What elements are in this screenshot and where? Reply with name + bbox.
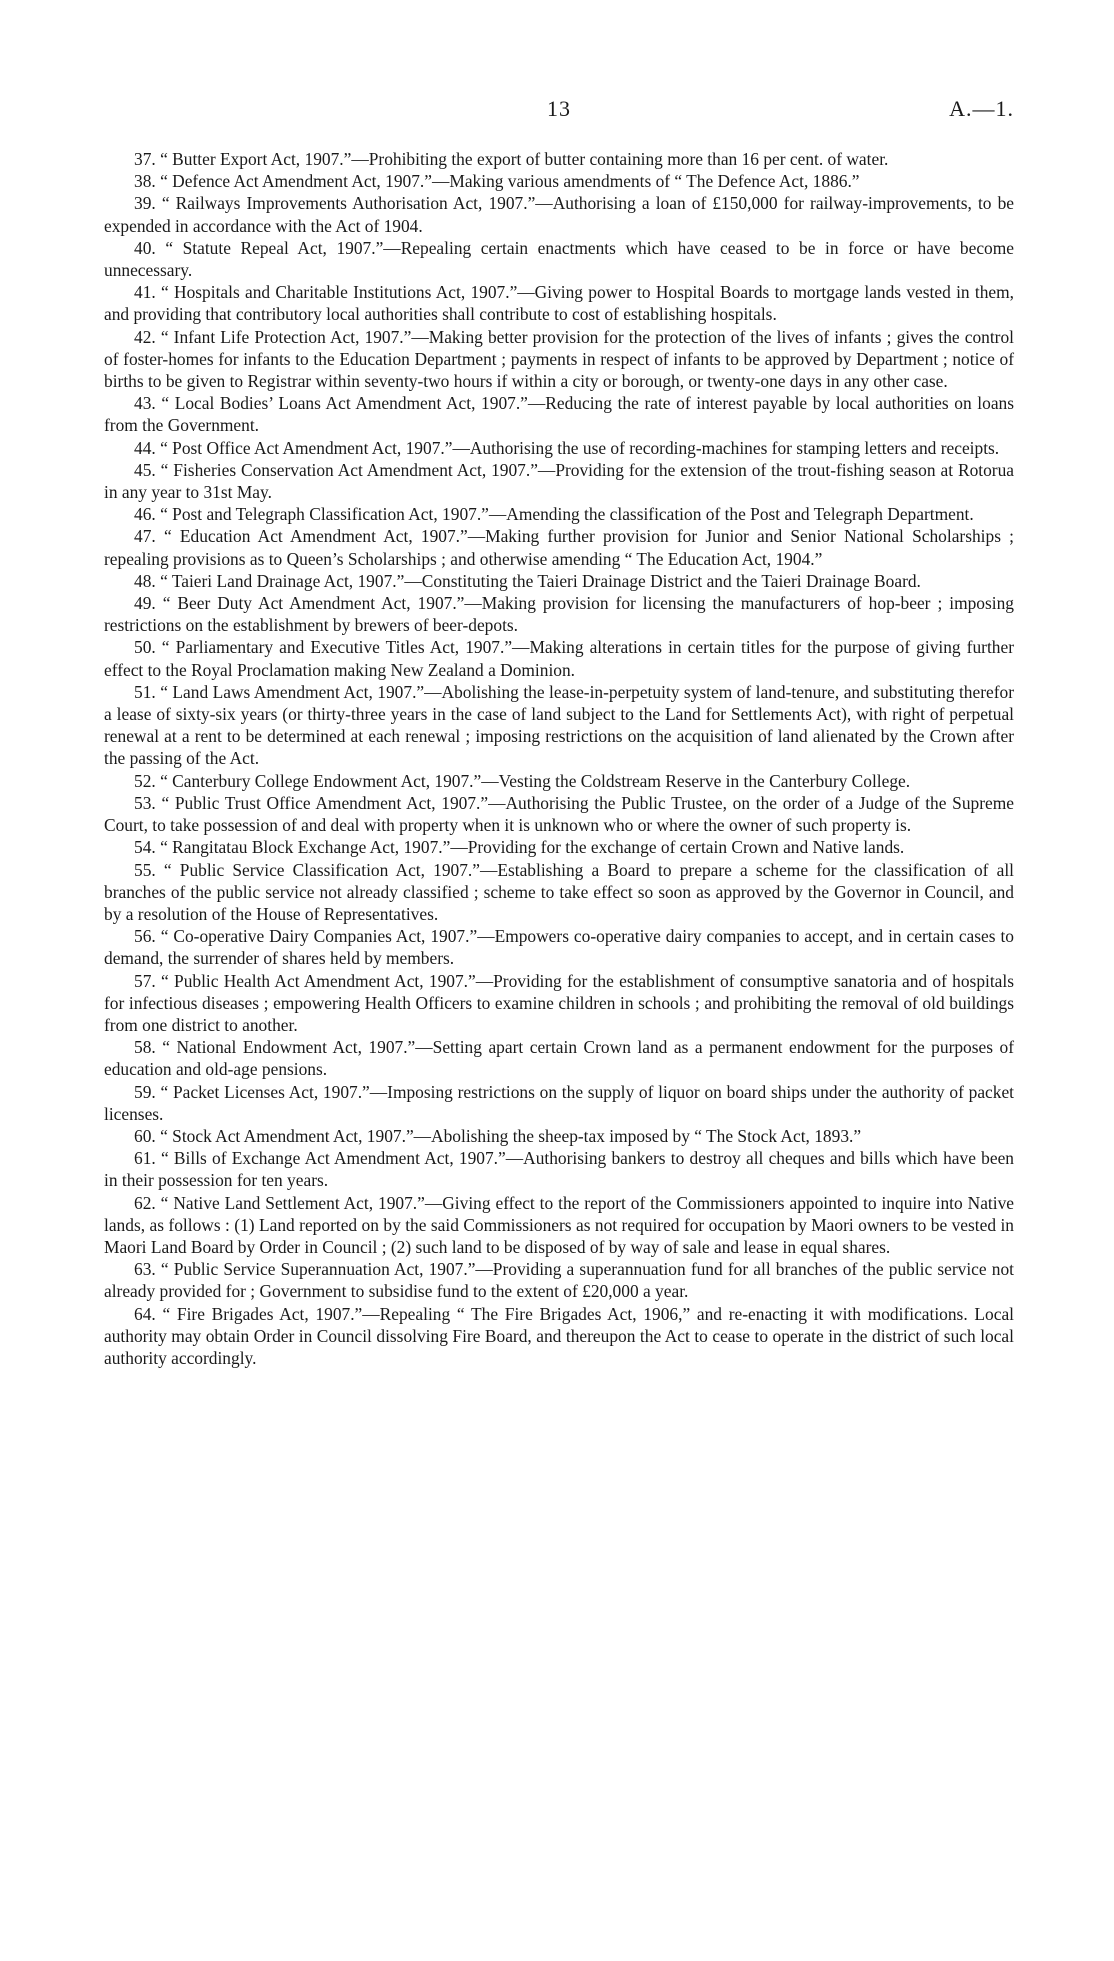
act-paragraph: 39. “ Railways Improvements Authorisation Act, 1907.”—Authorising a loan of £150,000 for railway-improvements, to be expended in accordance with the Act of 1904. (104, 193, 1014, 236)
act-paragraph: 46. “ Post and Telegraph Classification Act, 1907.”—Amending the classification of the Post and Telegraph Department. (134, 504, 974, 525)
act-paragraph: 42. “ Infant Life Protection Act, 1907.”—Making better provision for the protection of the lives of infants ; gives the control of foster-homes for infants to the Education Department ; payments in respect of infants to be approved by Department ; notice of births to be given to Registrar within seventy-two hours if within a city or borough, or twenty-one days in any other case. (104, 326, 1014, 392)
act-paragraph: 62. “ Native Land Settlement Act, 1907.”—Giving effect to the report of the Commissioners appointed to inquire into Native lands, as follows : (1) Land reported on by the said Commissioners as not required for occupation by Maori owners to be vested in Maori Land Board by Order in Council ; (2) such land to be disposed of by way of sale and lease in equal shares. (104, 1192, 1014, 1257)
act-paragraph: 57. “ Public Health Act Amendment Act, 1907.”—Providing for the establishment of consumptive sanatoria and of hospitals for infectious diseases ; empowering Health Officers to examine children in schools ; and prohibiting the removal of old buildings from one district to another. (104, 970, 1014, 1035)
act-paragraph: 44. “ Post Office Act Amendment Act, 1907.”—Authorising the use of recording-machines for stamping letters and receipts. (134, 437, 1000, 458)
act-paragraph: 51. “ Land Laws Amendment Act, 1907.”—Abolishing the lease-in-perpetuity system of land-tenure, and substituting therefor a lease of sixty-six years (or thirty-three years in the case of land subject to the Land for Settlements Act), with right of perpetual renewal at a rent to be determined at each renewal ; imposing restrictions on the acquisition of land alienated by the Crown after the passing of the Act. (104, 681, 1014, 769)
act-paragraph: 45. “ Fisheries Conservation Act Amendment Act, 1907.”—Providing for the extension of the trout-fishing season at Rotorua in any year to 31st May. (104, 459, 1014, 503)
act-paragraph: 52. “ Canterbury College Endowment Act, 1907.”—Vesting the Coldstream Reserve in the Canterbury College. (134, 770, 911, 791)
act-paragraph: 59. “ Packet Licenses Act, 1907.”—Imposing restrictions on the supply of liquor on board ships under the authority of packet licenses. (104, 1081, 1014, 1124)
act-paragraph: 60. “ Stock Act Amendment Act, 1907.”—Abolishing the sheep-tax imposed by “ The Stock Act, 1893.” (134, 1125, 862, 1146)
act-paragraph: 55. “ Public Service Classification Act, 1907.”—Establishing a Board to prepare a scheme for the classification of all branches of the public service not already classified ; scheme to take effect so soon as approved by the Governor in Council, and by a resolution of the House of Representatives. (104, 859, 1014, 924)
act-paragraph: 48. “ Taieri Land Drainage Act, 1907.”—Constituting the Taieri Drainage District and the Taieri Drainage Board. (134, 570, 921, 591)
act-list (104, 148, 1014, 1369)
act-paragraph: 64. “ Fire Brigades Act, 1907.”—Repealing “ The Fire Brigades Act, 1906,” and re-enacting it with modifications. Local authority may obtain Order in Council dissolving Fire Board, and thereupon the Act to cease to operate in the district of such local authority accordingly. (104, 1303, 1014, 1368)
act-paragraph: 63. “ Public Service Superannuation Act, 1907.”—Providing a superannuation fund for all branches of the public service not already provided for ; Government to subsidise fund to the extent of £20,000 a year. (104, 1259, 1014, 1302)
act-paragraph: 61. “ Bills of Exchange Act Amendment Act, 1907.”—Authorising bankers to destroy all cheques and bills which have been in their possession for ten years. (104, 1148, 1014, 1191)
act-paragraph: 53. “ Public Trust Office Amendment Act, 1907.”—Authorising the Public Trustee, on the order of a Judge of the Supreme Court, to take possession of and deal with property when it is unknown who or where the owner of such property is. (104, 792, 1014, 836)
act-paragraph: 49. “ Beer Duty Act Amendment Act, 1907.”—Making provision for licensing the manufacturers of hop-beer ; imposing restrictions on the establishment by brewers of beer-depots. (104, 593, 1014, 636)
act-paragraph: 40. “ Statute Repeal Act, 1907.”—Repealing certain enactments which have ceased to be in force or have become unnecessary. (104, 237, 1014, 281)
page-header (104, 96, 1014, 126)
act-paragraph: 43. “ Local Bodies’ Loans Act Amendment Act, 1907.”—Reducing the rate of interest payable by local authorities on loans from the Government. (104, 393, 1014, 436)
act-paragraph: 37. “ Butter Export Act, 1907.”—Prohibiting the export of butter containing more than 16 per cent. of water. (134, 149, 889, 169)
act-paragraph: 47. “ Education Act Amendment Act, 1907.”—Making further provision for Junior and Senior National Scholarships ; repealing provisions as to Queen’s Scholarships ; and otherwise amending “ The Education Act, 1904.” (104, 526, 1014, 569)
paper-reference: A.—1. (949, 96, 1014, 121)
act-paragraph: 38. “ Defence Act Amendment Act, 1907.”—Making various amendments of “ The Defence Act, 1886.” (134, 171, 860, 192)
act-paragraph: 41. “ Hospitals and Charitable Institutions Act, 1907.”—Giving power to Hospital Boards to mortgage lands vested in them, and providing that contributory local authorities shall contribute to cost of establishing hospitals. (104, 282, 1014, 325)
act-paragraph: 54. “ Rangitatau Block Exchange Act, 1907.”—Providing for the exchange of certain Crown and Native lands. (134, 837, 905, 858)
act-paragraph: 58. “ National Endowment Act, 1907.”—Setting apart certain Crown land as a permanent endowment for the purposes of education and old-age pensions. (104, 1037, 1014, 1080)
act-paragraph: 56. “ Co-operative Dairy Companies Act, 1907.”—Empowers co-operative dairy companies to accept, and in certain cases to demand, the surrender of shares held by members. (104, 926, 1014, 969)
page-number: 13 (547, 96, 571, 121)
act-paragraph: 50. “ Parliamentary and Executive Titles Act, 1907.”—Making alterations in certain titles for the purpose of giving further effect to the Royal Proclamation making New Zealand a Dominion. (104, 637, 1014, 680)
